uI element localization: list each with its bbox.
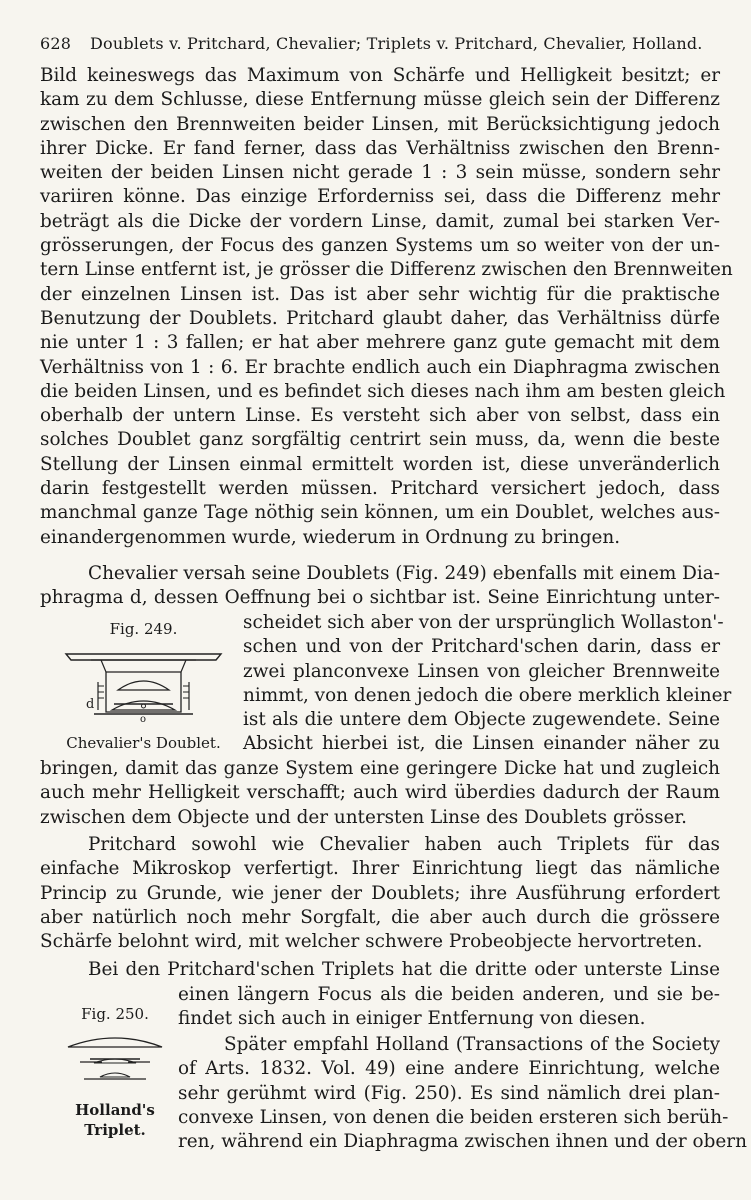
text-line: ist als die untere dem Objecte zugewendete. Seine xyxy=(243,709,720,731)
label-d: d xyxy=(86,697,95,712)
text-line: weiten der beiden Linsen nicht gerade 1 : 3 sein müsse, sondern sehr xyxy=(40,162,720,184)
text-line: manchmal ganze Tage nöthig sein können, um ein Doublet, welches aus- xyxy=(40,502,720,524)
text-line: convexe Linsen, von denen die beiden ersteren sich berüh- xyxy=(178,1106,729,1128)
text-line: zwei planconvexe Linsen von gleicher Brennweite xyxy=(243,660,720,682)
figure-number: Fig. 250. xyxy=(81,1005,149,1023)
text-line: Später empfahl Holland (Transactions of the Society xyxy=(224,1034,720,1055)
text-line: zwischen dem Objecte und der untersten Linse des Doublets grösser. xyxy=(40,806,687,828)
text-line: der einzelnen Linsen ist. Das ist aber sehr wichtig für die praktische xyxy=(40,283,720,305)
text-line: Schärfe belohnt wird, mit welcher schwere Probeobjecte hervortreten. xyxy=(40,931,703,953)
text-line: Verhältniss von 1 : 6. Er brachte endlich auch ein Diaphragma zwischen xyxy=(40,356,720,378)
text-line: einen längern Focus als die beiden anderen, und sie be- xyxy=(178,984,720,1005)
text-line: bringen, damit das ganze System eine geringere Dicke hat und zugleich xyxy=(40,758,720,779)
paragraph-4-top xyxy=(40,958,720,982)
running-title: Doublets v. Pritchard, Chevalier; Triplets v. Pritchard, Chevalier, Holland. xyxy=(90,34,703,53)
text-line: die beiden Linsen, und es befindet sich dieses nach ihm am besten gleich xyxy=(40,380,726,402)
text-line: solches Doublet ganz sorgfältig centrirt sein muss, da, wenn die beste xyxy=(40,429,720,451)
text-line: einfache Mikroskop verfertigt. Ihrer Einrichtung liegt das nämliche xyxy=(40,858,720,880)
holland-triplet-drawing xyxy=(60,1029,170,1089)
text-line: scheidet sich aber von der ursprünglich Wollaston'- xyxy=(243,612,724,633)
figure-250 xyxy=(60,1005,170,1145)
text-line: aber natürlich noch mehr Sorgfalt, die aber auch durch die grössere xyxy=(40,906,720,928)
text-line: Chevalier versah seine Doublets (Fig. 249) ebenfalls mit einem Dia- xyxy=(88,563,720,584)
text-line: grösserungen, der Focus des ganzen Systems um so weiter von der un- xyxy=(40,235,720,257)
text-line: kam zu dem Schlusse, diese Entfernung müsse gleich sein der Differenz xyxy=(40,89,720,111)
text-line: Absicht hierbei ist, die Linsen einander näher zu xyxy=(243,733,720,755)
figure-caption-line-1: Holland's xyxy=(75,1101,155,1119)
text-line: ren, während ein Diaphragma zwischen ihnen und der obern xyxy=(178,1131,747,1153)
text-line: Stellung der Linsen einmal ermittelt worden ist, diese unveränderlich xyxy=(40,453,720,475)
paragraph-2-narrow xyxy=(243,611,732,757)
paragraph-3 xyxy=(40,833,720,954)
chevalier-doublet-drawing xyxy=(46,642,241,742)
text-line: zwischen den Brennweiten beider Linsen, mit Berücksichtigung jedoch xyxy=(40,113,720,135)
text-line: tern Linse entfernt ist, je grösser die Differenz zwischen den Brennweiten xyxy=(40,259,733,281)
paragraph-4-narrow xyxy=(178,983,720,1032)
paragraph-2-top xyxy=(40,562,720,611)
text-line: nimmt, von denen jedoch die obere merklich kleiner xyxy=(243,684,732,706)
label-o: o xyxy=(140,714,147,725)
paragraph-5-narrow xyxy=(178,1033,747,1154)
text-line: Princip zu Grunde, wie jener der Doublets; ihre Ausführung erfordert xyxy=(40,882,720,904)
text-line: sehr gerühmt wird (Fig. 250). Es sind nämlich drei plan- xyxy=(178,1082,720,1104)
text-line: Benutzung der Doublets. Pritchard glaubt daher, das Verhältniss dürfe xyxy=(40,307,720,329)
text-line: of Arts. 1832. Vol. 49) eine andere Einrichtung, welche xyxy=(178,1058,720,1080)
text-line: ihrer Dicke. Er fand ferner, dass das Verhältniss zwischen den Brenn- xyxy=(40,137,720,159)
text-line: Pritchard sowohl wie Chevalier haben auch Triplets für das xyxy=(88,834,720,855)
text-line: phragma d, dessen Oeffnung bei o sichtbar ist. Seine Einrichtung unter- xyxy=(40,587,720,609)
text-line: schen und von der Pritchard'schen darin, dass er xyxy=(243,636,720,658)
text-line: auch mehr Helligkeit verschafft; auch wird überdies dadurch der Raum xyxy=(40,782,720,804)
paragraph-1 xyxy=(40,64,733,550)
figure-249 xyxy=(46,620,241,755)
figure-number: Fig. 249. xyxy=(109,620,178,638)
paragraph-2-rest xyxy=(40,757,720,830)
text-line: oberhalb der untern Linse. Es versteht sich aber von selbst, dass ein xyxy=(40,405,720,427)
running-header xyxy=(40,34,720,53)
figure-caption-line-2: Triplet. xyxy=(84,1121,146,1139)
text-line: findet sich auch in einiger Entfernung von diesen. xyxy=(178,1008,646,1030)
text-line: beträgt als die Dicke der vordern Linse, damit, zumal bei starken Ver- xyxy=(40,210,720,232)
text-line: einandergenommen wurde, wiederum in Ordnung zu bringen. xyxy=(40,526,621,548)
page-number: 628 xyxy=(40,34,72,53)
text-line: darin festgestellt werden müssen. Pritchard versichert jedoch, dass xyxy=(40,478,720,500)
text-line: Bei den Pritchard'schen Triplets hat die dritte oder unterste Linse xyxy=(88,959,720,980)
text-line: nie unter 1 : 3 fallen; er hat aber mehrere ganz gute gemacht mit dem xyxy=(40,332,720,354)
text-line: Bild keineswegs das Maximum von Schärfe und Helligkeit besitzt; er xyxy=(40,65,720,86)
text-line: variiren könne. Das einzige Erforderniss sei, dass die Differenz mehr xyxy=(40,186,720,208)
figure-caption: Chevalier's Doublet. xyxy=(66,734,221,752)
